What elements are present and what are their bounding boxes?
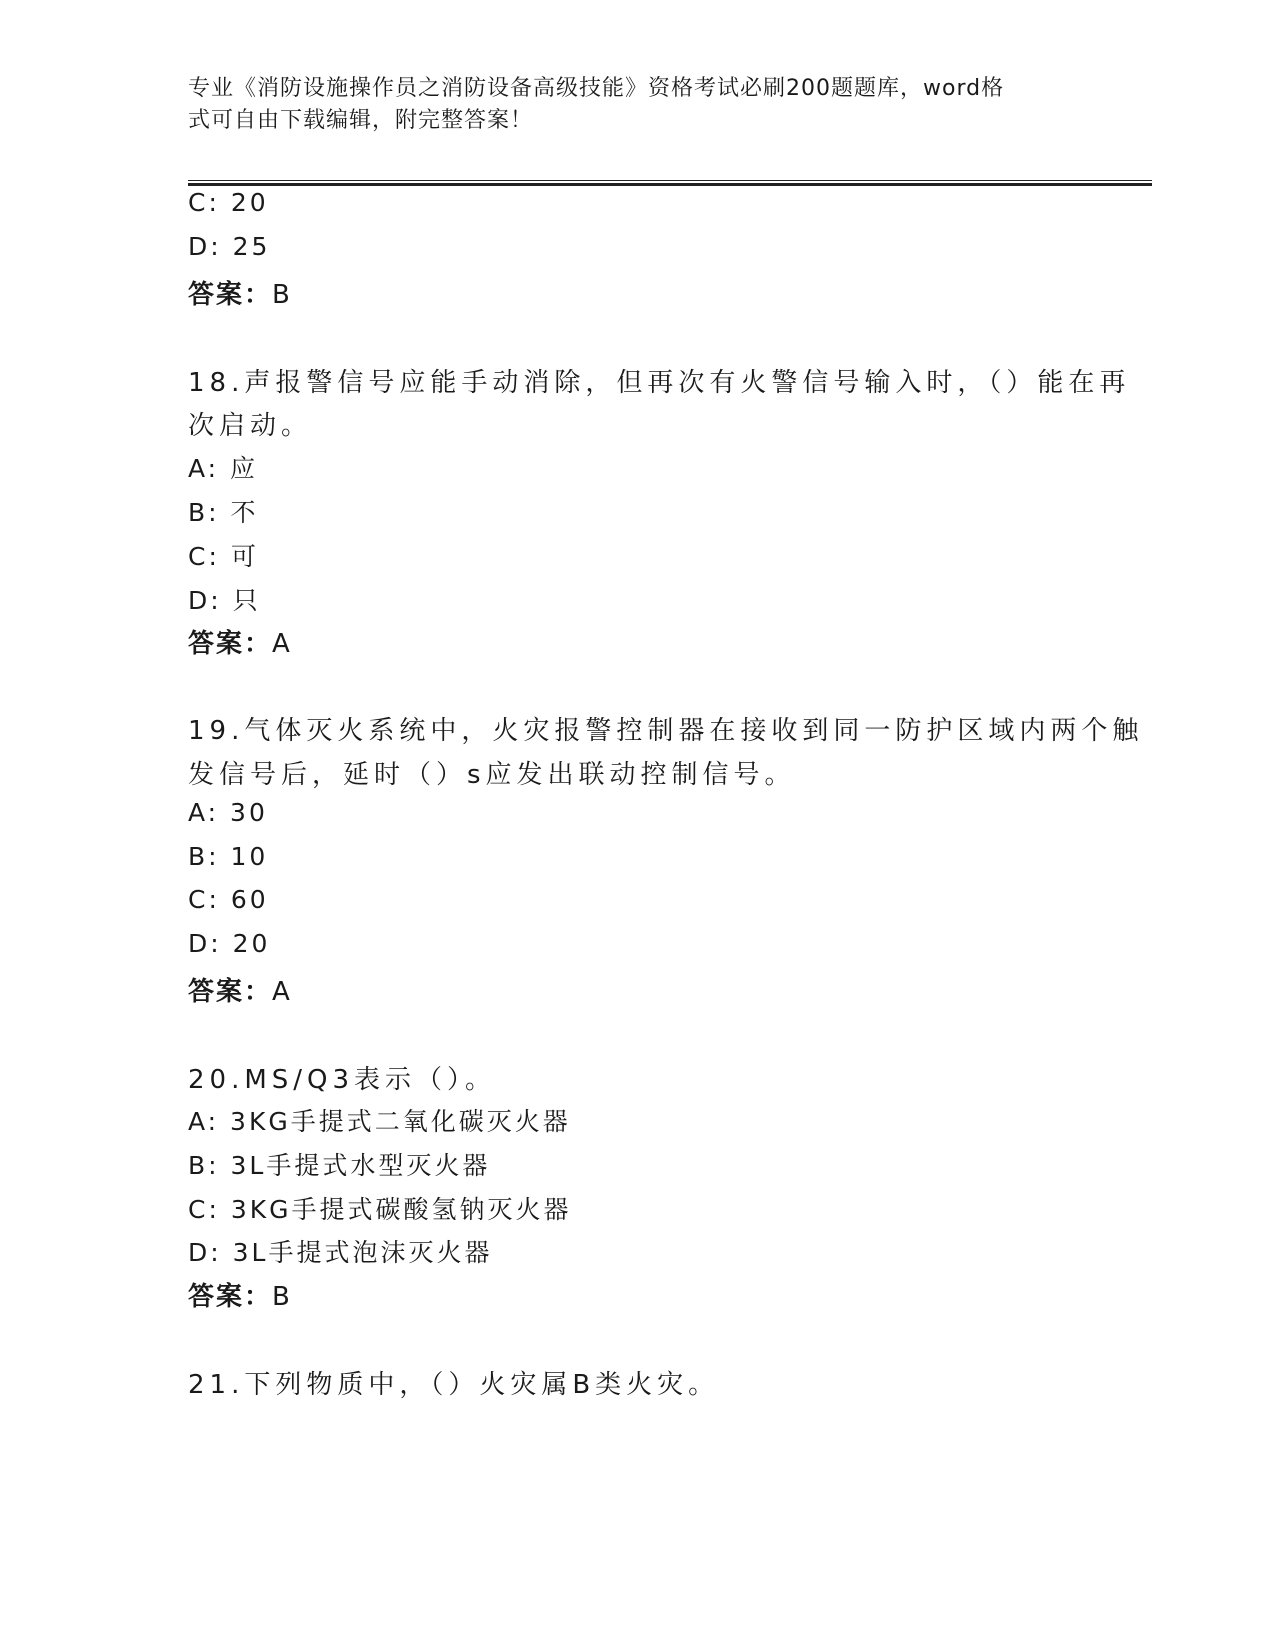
question-18-option-a: A: 应 xyxy=(188,454,259,483)
question-20-option-c: C: 3KG手提式碳酸氢钠灭火器 xyxy=(188,1195,572,1224)
header-divider-thick xyxy=(188,183,1152,186)
answer-label: 答案： xyxy=(188,280,273,310)
question-20-answer xyxy=(188,1276,291,1313)
option-c: C: 20 xyxy=(188,188,269,217)
question-19-line-1: 19.气体灭火系统中，火灾报警控制器在接收到同一防护区域内两个触 xyxy=(188,716,1144,746)
answer-line xyxy=(188,274,291,311)
answer-label: 答案： xyxy=(188,977,273,1007)
question-19-answer xyxy=(188,971,291,1008)
question-18-option-b: B: 不 xyxy=(188,498,259,527)
answer-label: 答案： xyxy=(188,629,273,659)
question-18-line-2: 次启动。 xyxy=(188,411,313,441)
answer-value: B xyxy=(272,280,291,310)
question-19-option-d: D: 20 xyxy=(188,929,271,958)
question-19-line-2: 发信号后，延时（）s应发出联动控制信号。 xyxy=(188,760,796,790)
answer-value: B xyxy=(272,1282,291,1312)
header-divider-thin xyxy=(188,180,1152,181)
header-line-1: 专业《消防设施操作员之消防设备高级技能》资格考试必刷200题题库，word格 xyxy=(188,76,1005,101)
answer-value: A xyxy=(272,977,291,1007)
question-19-option-b: B: 10 xyxy=(188,842,269,871)
question-20-option-a: A: 3KG手提式二氧化碳灭火器 xyxy=(188,1107,571,1136)
question-18-line-1: 18.声报警信号应能手动消除，但再次有火警信号输入时，（）能在再 xyxy=(188,368,1131,398)
header-line-2: 式可自由下载编辑，附完整答案！ xyxy=(188,108,534,133)
question-21-line-1: 21.下列物质中，（）火灾属B类火灾。 xyxy=(188,1370,720,1400)
answer-label: 答案： xyxy=(188,1282,273,1312)
question-18-answer xyxy=(188,623,291,660)
question-19-option-a: A: 30 xyxy=(188,798,268,827)
question-20-option-b: B: 3L手提式水型灭火器 xyxy=(188,1151,491,1180)
question-20-line-1: 20.MS/Q3表示（）。 xyxy=(188,1065,497,1095)
option-d: D: 25 xyxy=(188,232,271,261)
question-20-option-d: D: 3L手提式泡沫灭火器 xyxy=(188,1238,493,1267)
question-18-option-d: D: 只 xyxy=(188,586,261,615)
question-18-option-c: C: 可 xyxy=(188,542,259,571)
answer-value: A xyxy=(272,629,291,659)
question-19-option-c: C: 60 xyxy=(188,885,269,914)
document-header xyxy=(188,73,1088,137)
